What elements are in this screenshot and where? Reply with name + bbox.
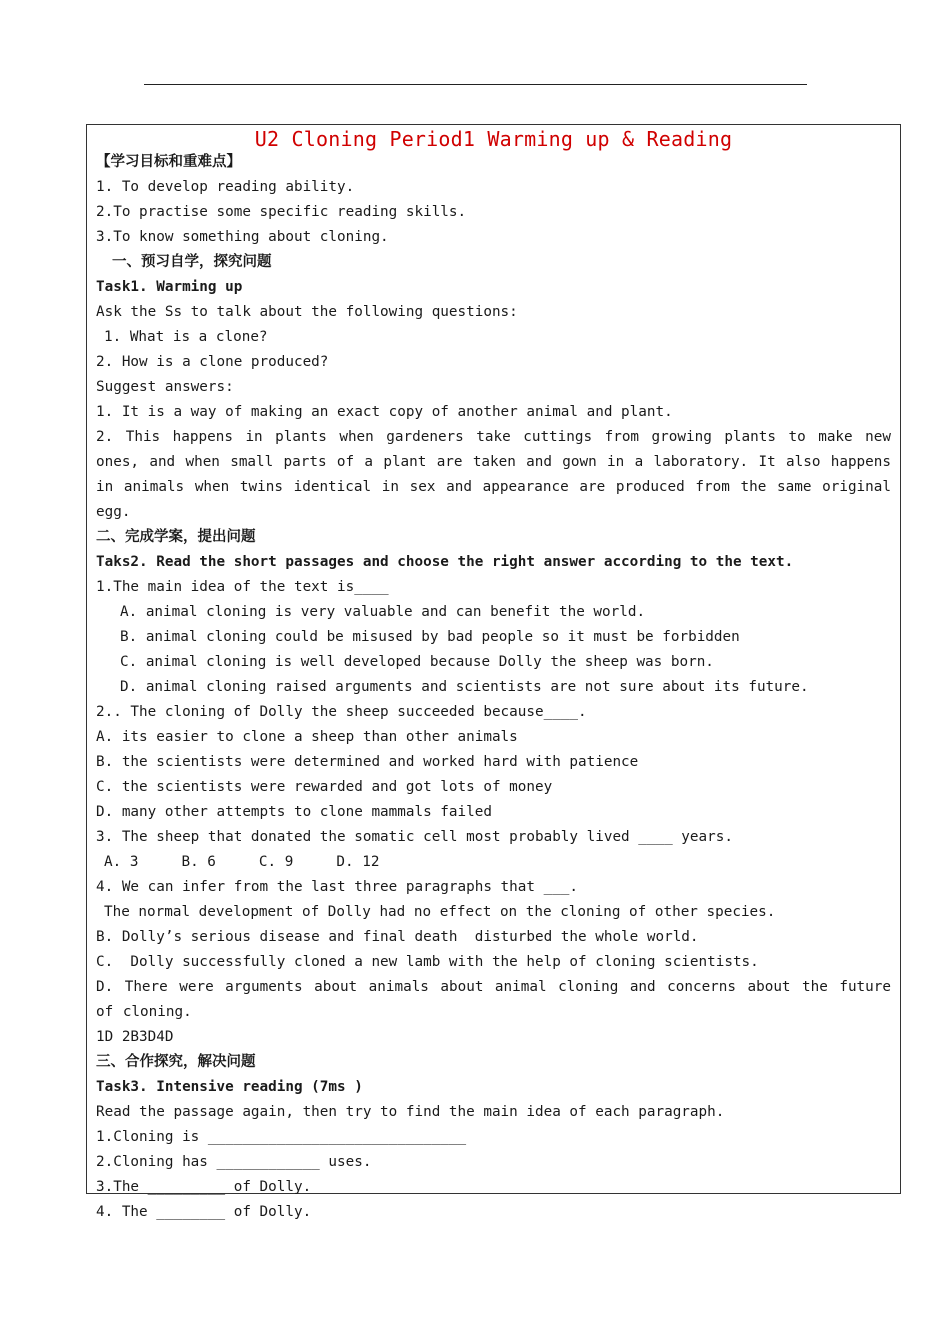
suggest-label: Suggest answers: <box>96 379 234 395</box>
task1-instruction: Ask the Ss to talk about the following questions: <box>96 304 518 320</box>
fill-blank-item: 2.Cloning has ____________ uses. <box>96 1154 372 1170</box>
option-item: C. Dolly successfully cloned a new lamb with the help of cloning scientists. <box>96 954 759 970</box>
objectives-heading: 【学习目标和重难点】 <box>96 154 241 170</box>
fill-blank-item: 4. The ________ of Dolly. <box>96 1204 312 1220</box>
option-item: B. Dolly’s serious disease and final death disturbed the whole world. <box>96 929 699 945</box>
question-item: 2. How is a clone produced? <box>96 354 329 370</box>
lesson-table <box>86 124 901 1220</box>
objective-item: 1. To develop reading ability. <box>96 179 355 195</box>
section2-heading: 二、完成学案，提出问题 <box>96 529 256 545</box>
lesson-content <box>96 150 891 1225</box>
question-stem: 3. The sheep that donated the somatic cell most probably lived ____ years. <box>96 829 733 845</box>
option-item: B. the scientists were determined and worked hard with patience <box>96 754 639 770</box>
question-item: 1. What is a clone? <box>104 329 268 345</box>
section3-heading: 三、合作探究，解决问题 <box>96 1054 256 1070</box>
task1-title: Task1. Warming up <box>96 279 243 295</box>
page-title: U2 Cloning Period1 Warming up & Reading <box>254 127 733 151</box>
question-stem: 2.. The cloning of Dolly the sheep succeeded because____. <box>96 704 587 720</box>
option-item: C. the scientists were rewarded and got lots of money <box>96 779 553 795</box>
task2-title: Taks2. Read the short passages and choose the right answer according to the text. <box>96 554 794 570</box>
task3-instruction: Read the passage again, then try to find the main idea of each paragraph. <box>96 1104 725 1120</box>
fill-blank-item: 3.The _________ of Dolly. <box>96 1179 312 1195</box>
task3-title: Task3. Intensive reading (7ms ) <box>96 1079 363 1095</box>
option-item: A. its easier to clone a sheep than other animals <box>96 729 518 745</box>
header-rule <box>144 84 807 85</box>
question-stem: 4. We can infer from the last three paragraphs that ___. <box>96 879 579 895</box>
option-row: A. 3 B. 6 C. 9 D. 12 <box>104 854 380 870</box>
option-item: D. There were arguments about animals about animal cloning and concerns about the future of cloning. <box>96 979 891 1020</box>
option-item: D. many other attempts to clone mammals failed <box>96 804 492 820</box>
answer-item: 1. It is a way of making an exact copy of another animal and plant. <box>96 404 673 420</box>
answer-key: 1D 2B3D4D <box>96 1029 174 1045</box>
option-item: D. animal cloning raised arguments and scientists are not sure about its future. <box>120 679 809 695</box>
objective-item: 2.To practise some specific reading skills. <box>96 204 467 220</box>
section1-heading: 一、预习自学，探究问题 <box>112 254 272 270</box>
question-stem: 1.The main idea of the text is____ <box>96 579 389 595</box>
option-item: C. animal cloning is well developed because Dolly the sheep was born. <box>120 654 714 670</box>
option-item: The normal development of Dolly had no effect on the cloning of other species. <box>104 904 776 920</box>
option-item: A. animal cloning is very valuable and can benefit the world. <box>120 604 646 620</box>
option-item: B. animal cloning could be misused by bad people so it must be forbidden <box>120 629 740 645</box>
objective-item: 3.To know something about cloning. <box>96 229 389 245</box>
answer-paragraph: 2. This happens in plants when gardeners take cuttings from growing plants to make new ones, and when small parts of a plant are taken and gown in a laboratory. It also happens in animals when twins identical in sex and appearance are produced from the same original egg. <box>96 429 891 520</box>
fill-blank-item: 1.Cloning is ______________________________ <box>96 1129 467 1145</box>
